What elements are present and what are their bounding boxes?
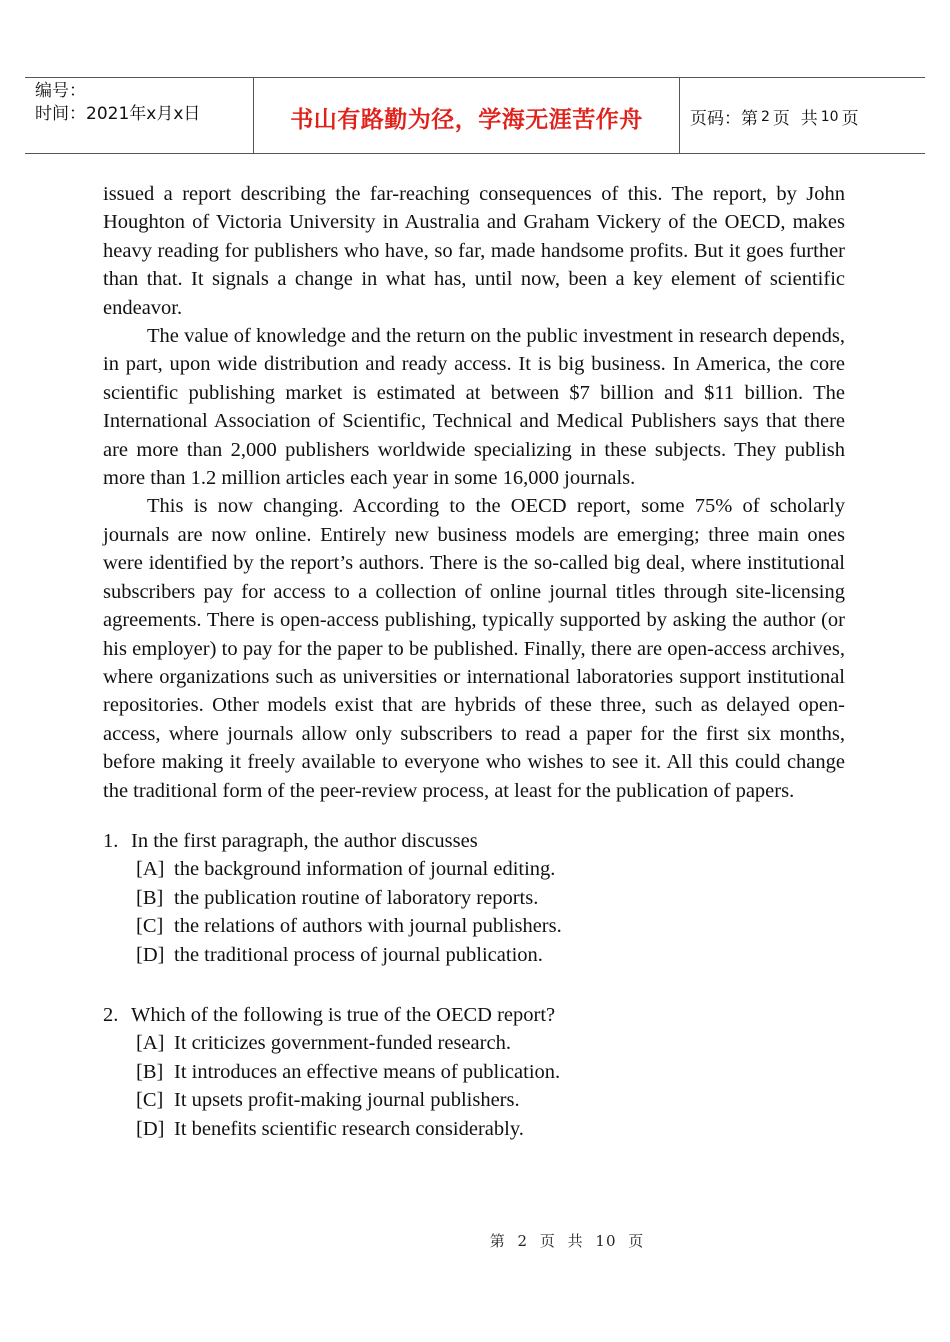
option-label: [B] <box>136 1060 164 1083</box>
question-number: 1. <box>103 829 119 852</box>
option-text: the traditional process of journal publication. <box>174 943 543 966</box>
document-number-label: 编号： <box>35 81 86 101</box>
option-text: It introduces an effective means of publication. <box>174 1060 561 1083</box>
option-b <box>103 1058 845 1086</box>
header-motto: 书山有路勤为径，学海无涯苦作舟 <box>290 107 643 133</box>
option-b <box>103 884 845 912</box>
footer-suffix: 页 <box>628 1232 645 1250</box>
header-page-suffix: 页 <box>841 109 859 129</box>
option-label: [C] <box>136 915 164 938</box>
footer-prefix: 第 <box>489 1232 506 1250</box>
footer-current-page: 2 <box>517 1232 529 1250</box>
paragraph-3: This is now changing. According to the OECD report, some 75% of scholarly journals are now online. Entirely new business models are emerging; three main ones were identified by the report’s authors. There is the so-called big deal, where institutional subscribers pay for access to a collection of online journal titles through site-licensing agreements. There is open-access publishing, typically supported by asking the author (or his employer) to pay for the paper to be published. Finally, there are open-access archives, where organizations such as universities or international laboratories support institutional repositories. Other models exist that are hybrids of these three, such as delayed open-access, where journals allow only subscribers to read a paper for the first six months, before making it freely available to everyone who wishes to see it. All this could change the traditional form of the peer-review process, at least for the publication of papers. <box>103 495 845 802</box>
paragraph-2: The value of knowledge and the return on the public investment in research depends, in part, upon wide distribution and ready access. It is big business. In America, the core scientific publishing market is estimated at between $7 billion and $11 billion. The International Association of Scientific, Technical and Medical Publishers says that there are more than 2,000 publishers worldwide specializing in these subjects. They publish more than 1.2 million articles each year in some 16,000 journals. <box>103 325 845 490</box>
option-label: [D] <box>136 943 165 966</box>
footer-total-pages: 10 <box>595 1232 617 1250</box>
option-text: the background information of journal editing. <box>174 858 556 881</box>
option-d <box>103 1115 845 1143</box>
option-text: the relations of authors with journal publishers. <box>174 915 562 938</box>
question-text: Which of the following is true of the OECD report? <box>131 1003 556 1026</box>
page-header <box>25 77 925 154</box>
option-label: [A] <box>136 1032 165 1055</box>
option-label: [C] <box>136 1089 164 1112</box>
option-c <box>103 1086 845 1114</box>
question-2 <box>103 1001 845 1143</box>
option-text: the publication routine of laboratory reports. <box>174 886 539 909</box>
option-d <box>103 941 845 969</box>
header-page-cell <box>680 78 925 153</box>
question-text: In the first paragraph, the author discusses <box>131 829 478 852</box>
header-page-current: 2 <box>761 108 770 125</box>
question-stem <box>103 1001 845 1029</box>
header-motto-cell <box>254 78 680 153</box>
header-page-total: 10 <box>820 108 839 125</box>
question-1 <box>103 827 845 969</box>
option-text: It benefits scientific research considerably. <box>174 1117 524 1140</box>
option-c <box>103 912 845 940</box>
document-time-label: 时间：2021年x月x日 <box>35 104 201 124</box>
option-text: It upsets profit-making journal publishers. <box>174 1089 520 1112</box>
option-text: It criticizes government-funded research. <box>174 1032 511 1055</box>
option-a <box>103 855 845 883</box>
question-stem <box>103 827 845 855</box>
question-number: 2. <box>103 1003 119 1026</box>
header-page-mid: 页 共 <box>772 109 818 129</box>
header-meta-cell <box>25 78 254 153</box>
option-label: [B] <box>136 886 164 909</box>
footer-mid1: 页 <box>539 1232 556 1250</box>
document-body <box>103 180 845 1143</box>
option-label: [D] <box>136 1117 165 1140</box>
header-page-prefix: 页码：第 <box>690 109 758 129</box>
option-a <box>103 1029 845 1057</box>
paragraph-1: issued a report describing the far-reaching consequences of this. The report, by John Houghton of Victoria University in Australia and Graham Vickery of the OECD, makes heavy reading for publishers who have, so far, made handsome profits. But it goes further than that. It signals a change in what has, until now, been a key element of scientific endeavor. <box>103 183 845 319</box>
page-footer <box>0 1230 950 1251</box>
option-label: [A] <box>136 858 165 881</box>
footer-mid2: 共 <box>567 1232 584 1250</box>
